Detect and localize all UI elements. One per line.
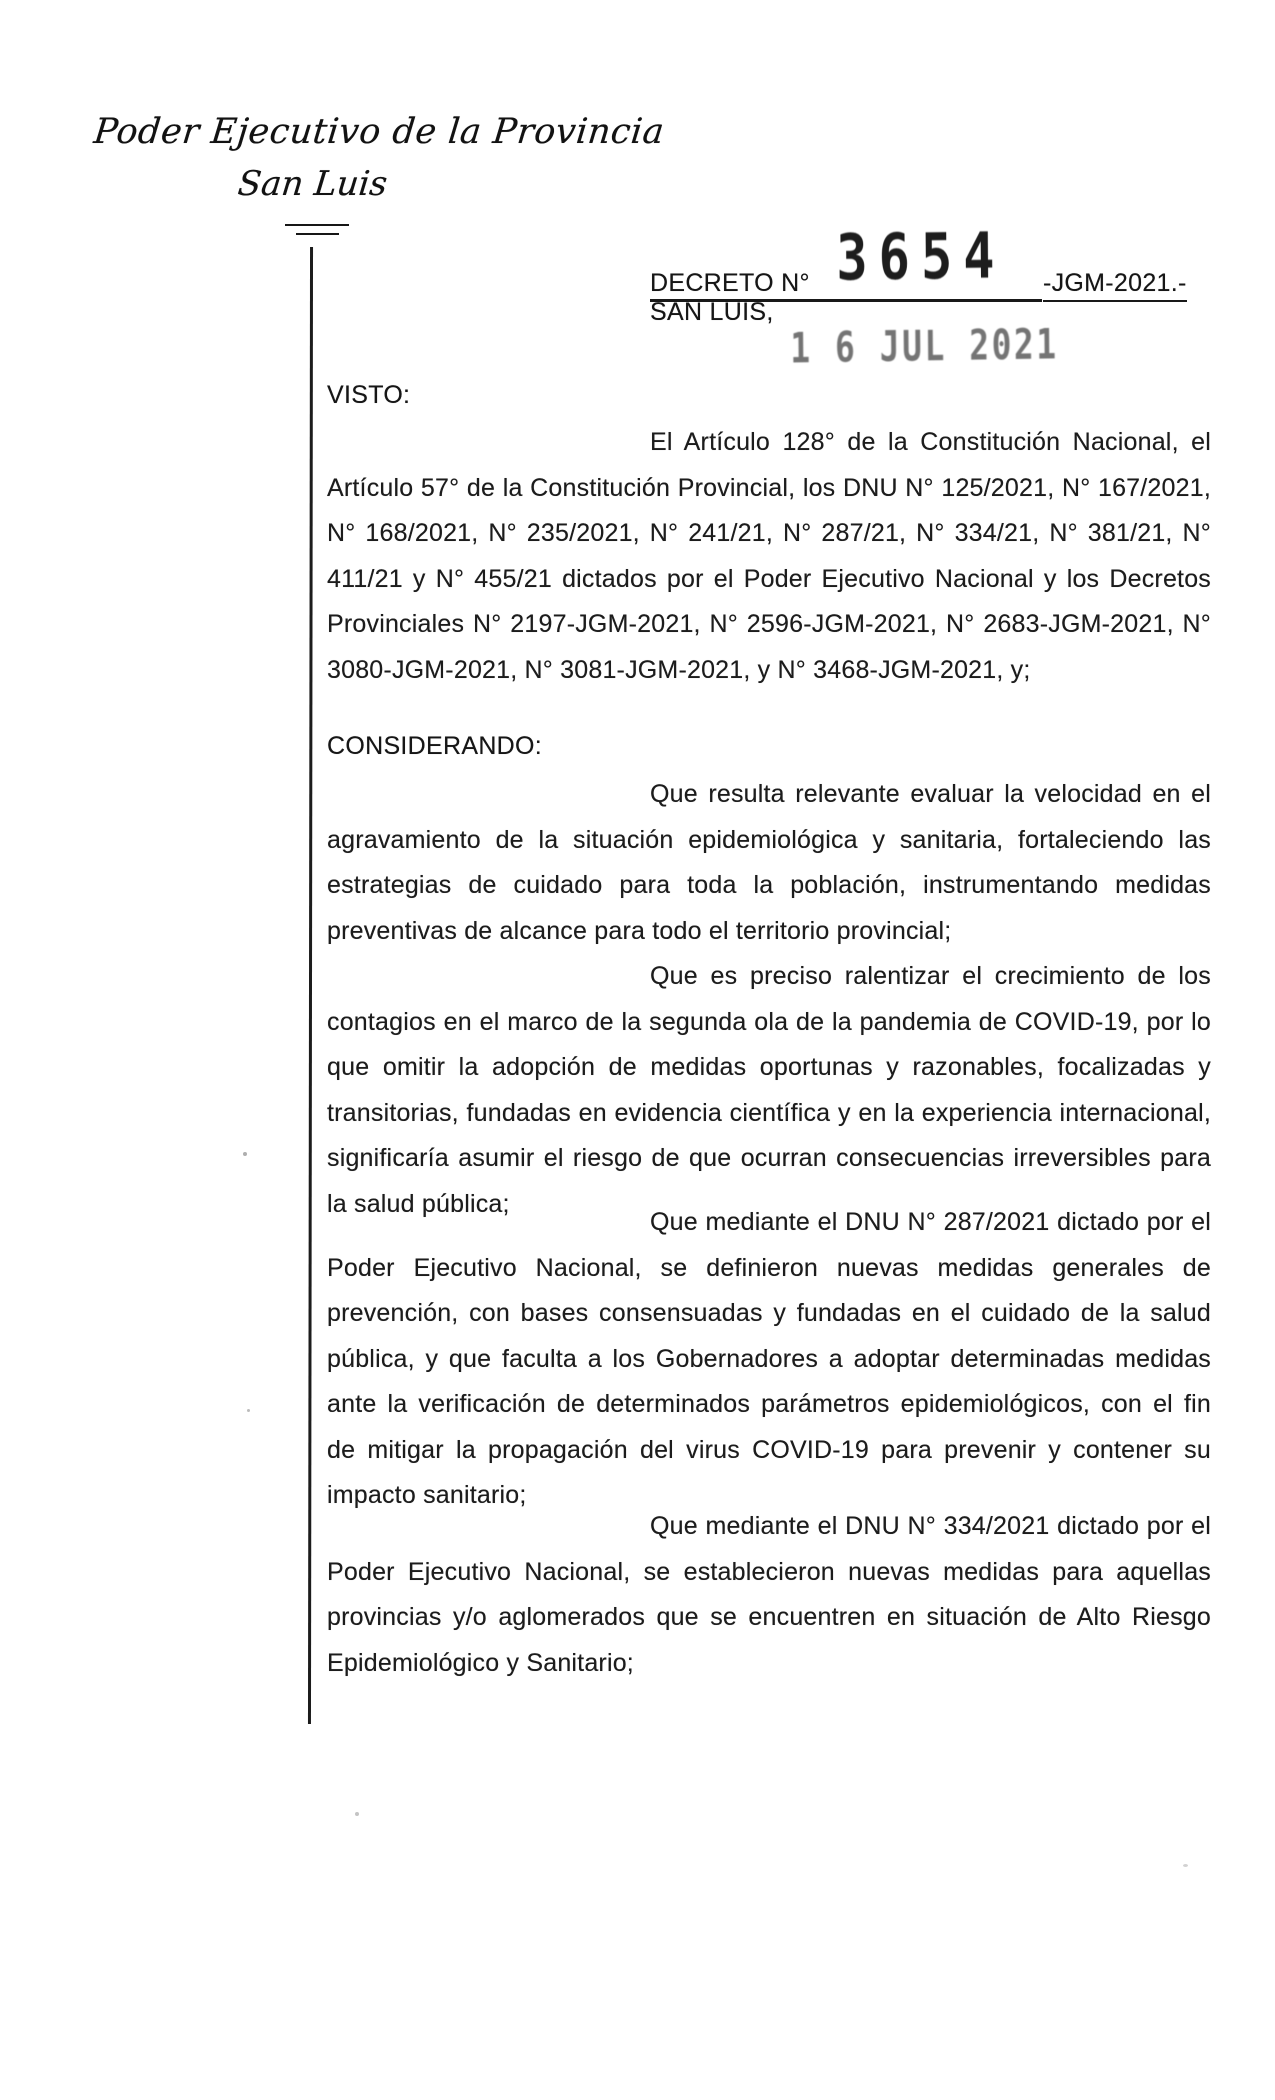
visto-heading: VISTO: xyxy=(327,381,411,409)
letterhead-flourish-line-top xyxy=(285,224,349,226)
decree-date-stamp: 1 6 JUL 2021 xyxy=(790,318,1059,373)
left-margin-rule xyxy=(308,247,313,1724)
considerando-paragraph-1: Que resulta relevante evaluar la velocidad en el agravamiento de la situación epidemiológica y sanitaria, fortaleciendo las estrategias de cuidado para toda la población, instrumentando medidas preventivas de alcance para todo el territorio provincial; xyxy=(327,780,1211,945)
letterhead-province-name: San Luis xyxy=(235,164,390,204)
visto-paragraph: El Artículo 128° de la Constitución Nacional, el Artículo 57° de la Constitución Provincial, los DNU N° 125/2021, N° 167/2021, N° 168/2021, N° 235/2021, N° 241/21, N° 287/21, N° 334/21, N° 381/21, N° 411/21 y N° 455/21 dictados por el Poder Ejecutivo Nacional y los Decretos Provinciales N° 2197-JGM-2021, N° 2596-JGM-2021, N° 2683-JGM-2021, N° 3080-JGM-2021, N° 3081-JGM-2021, y N° 3468-JGM-2021, y; xyxy=(327,428,1211,684)
decree-place-line: SAN LUIS, xyxy=(650,298,774,326)
decree-number-stamp: 3654 xyxy=(836,219,1006,296)
scan-speckle xyxy=(247,1409,250,1412)
scan-speckle xyxy=(355,1812,359,1816)
considerando-paragraph-3: Que mediante el DNU N° 287/2021 dictado por el Poder Ejecutivo Nacional, se definieron nuevas medidas generales de prevención, con bases consensuadas y fundadas en el cuidado de la salud pública, y que faculta a los Gobernadores a adoptar determinadas medidas ante la verificación de determinados parámetros epidemiológicos, con el fin de mitigar la propagación del virus COVID-19 para prevenir y contener su impacto sanitario; xyxy=(327,1208,1211,1509)
letterhead-flourish-line-bottom xyxy=(296,233,339,235)
considerando-paragraph-2: Que es preciso ralentizar el crecimiento de los contagios en el marco de la segunda ola de la pandemia de COVID-19, por lo que omitir la adopción de medidas oportunas y razonables, focalizadas y transitorias, fundadas en evidencia científica y en la experiencia internacional, significaría asumir el riesgo de que ocurran consecuencias irreversibles para la salud pública; xyxy=(327,962,1211,1218)
decree-suffix: -JGM-2021.- xyxy=(1043,268,1187,302)
scan-speckle xyxy=(1183,1864,1188,1867)
considerando-paragraph-4: Que mediante el DNU N° 334/2021 dictado por el Poder Ejecutivo Nacional, se establecieron nuevas medidas para aquellas provincias y/o aglomerados que se encuentren en situación de Alto Riesgo Epidemiológico y Sanitario; xyxy=(327,1512,1211,1677)
decree-number-label: DECRETO N° xyxy=(650,269,810,297)
scan-speckle xyxy=(243,1152,247,1156)
considerando-heading: CONSIDERANDO: xyxy=(327,732,543,760)
letterhead-org-name: Poder Ejecutivo de la Provincia xyxy=(91,112,667,152)
